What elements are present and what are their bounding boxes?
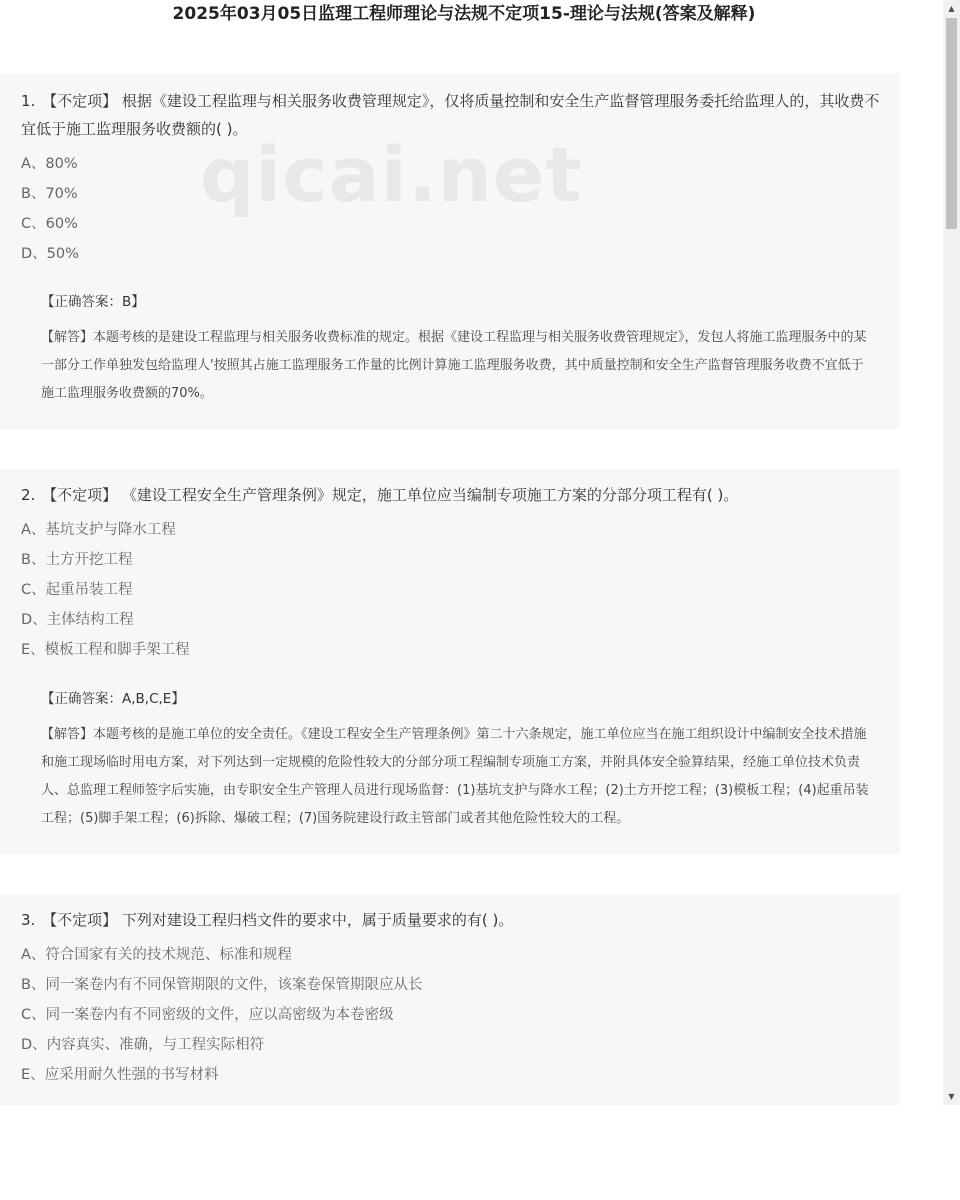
explanation: 【解答】本题考核的是施工单位的安全责任。《建设工程安全生产管理条例》第二十六条规定，施工单位应当在施工组织设计中编制安全技术措施和施工现场临时用电方案，对下列达到一定规模的危险性较大的分部分项工程编制专项施工方案，并附具体安全验算结果，经施工单位技术负责人、总监理工程师签字后实施，由专职安全生产管理人员进行现场监督：(1)基坑支护与降水工程；(2)土方开挖工程；(3)模板工程；(4)起重吊装工程；(5)脚手架工程；(6)拆除、爆破工程；(7)国务院建设行政主管部门或者其他危险性较大的工程。 <box>41 727 869 826</box>
option-d[interactable]: D、主体结构工程 <box>21 612 134 628</box>
watermark: qicai.net <box>200 130 583 219</box>
scroll-up-icon[interactable]: ▲ <box>948 4 955 13</box>
option-b[interactable]: B、70% <box>21 186 78 202</box>
option-a[interactable]: A、80% <box>21 156 78 172</box>
explanation: 【解答】本题考核的是建设工程监理与相关服务收费标准的规定。根据《建设工程监理与相关服务收费管理规定》，发包人将施工监理服务中的某一部分工作单独发包给监理人'按照其占施工监理服务工作量的比例计算施工监理服务收费，其中质量控制和安全生产监督管理服务收费不宜低于施工监理服务收费额的70%。 <box>41 330 867 401</box>
correct-answer: 【正确答案：A,B,C,E】 <box>41 691 185 707</box>
scroll-down-icon[interactable]: ▼ <box>948 1092 955 1101</box>
question-stem <box>21 906 881 934</box>
question-number: 2. <box>21 486 36 504</box>
scroll-thumb[interactable] <box>946 18 957 229</box>
question-card <box>0 469 900 854</box>
option-d[interactable]: D、内容真实、准确，与工程实际相符 <box>21 1037 265 1053</box>
option-c[interactable]: C、起重吊装工程 <box>21 582 133 598</box>
question-card <box>0 73 900 429</box>
question-number: 3. <box>21 911 36 929</box>
correct-answer: 【正确答案：B】 <box>41 294 145 310</box>
option-e[interactable]: E、应采用耐久性强的书写材料 <box>21 1067 219 1083</box>
option-d[interactable]: D、50% <box>21 246 79 262</box>
question-card <box>0 894 900 1105</box>
question-text: 【不定项】 根据《建设工程监理与相关服务收费管理规定》，仅将质量控制和安全生产监督管理服务委托给监理人的，其收费不宜低于施工监理服务收费额的( )。 <box>21 92 880 138</box>
option-c[interactable]: C、同一案卷内有不同密级的文件，应以高密级为本卷密级 <box>21 1007 394 1023</box>
option-e[interactable]: E、模板工程和脚手架工程 <box>21 642 190 658</box>
question-text: 【不定项】 下列对建设工程归档文件的要求中，属于质量要求的有( )。 <box>42 911 514 929</box>
option-c[interactable]: C、60% <box>21 216 78 232</box>
question-text: 【不定项】 《建设工程安全生产管理条例》规定，施工单位应当编制专项施工方案的分部分项工程有( )。 <box>42 486 739 504</box>
option-b[interactable]: B、土方开挖工程 <box>21 552 133 568</box>
option-a[interactable]: A、基坑支护与降水工程 <box>21 522 176 538</box>
option-a[interactable]: A、符合国家有关的技术规范、标准和规程 <box>21 947 292 963</box>
question-number: 1. <box>21 92 36 110</box>
question-stem <box>21 481 881 509</box>
option-b[interactable]: B、同一案卷内有不同保管期限的文件，该案卷保管期限应从长 <box>21 977 423 993</box>
page-title: 2025年03月05日监理工程师理论与法规不定项15-理论与法规(答案及解释) <box>172 4 756 24</box>
vertical-scrollbar[interactable] <box>943 0 960 1105</box>
